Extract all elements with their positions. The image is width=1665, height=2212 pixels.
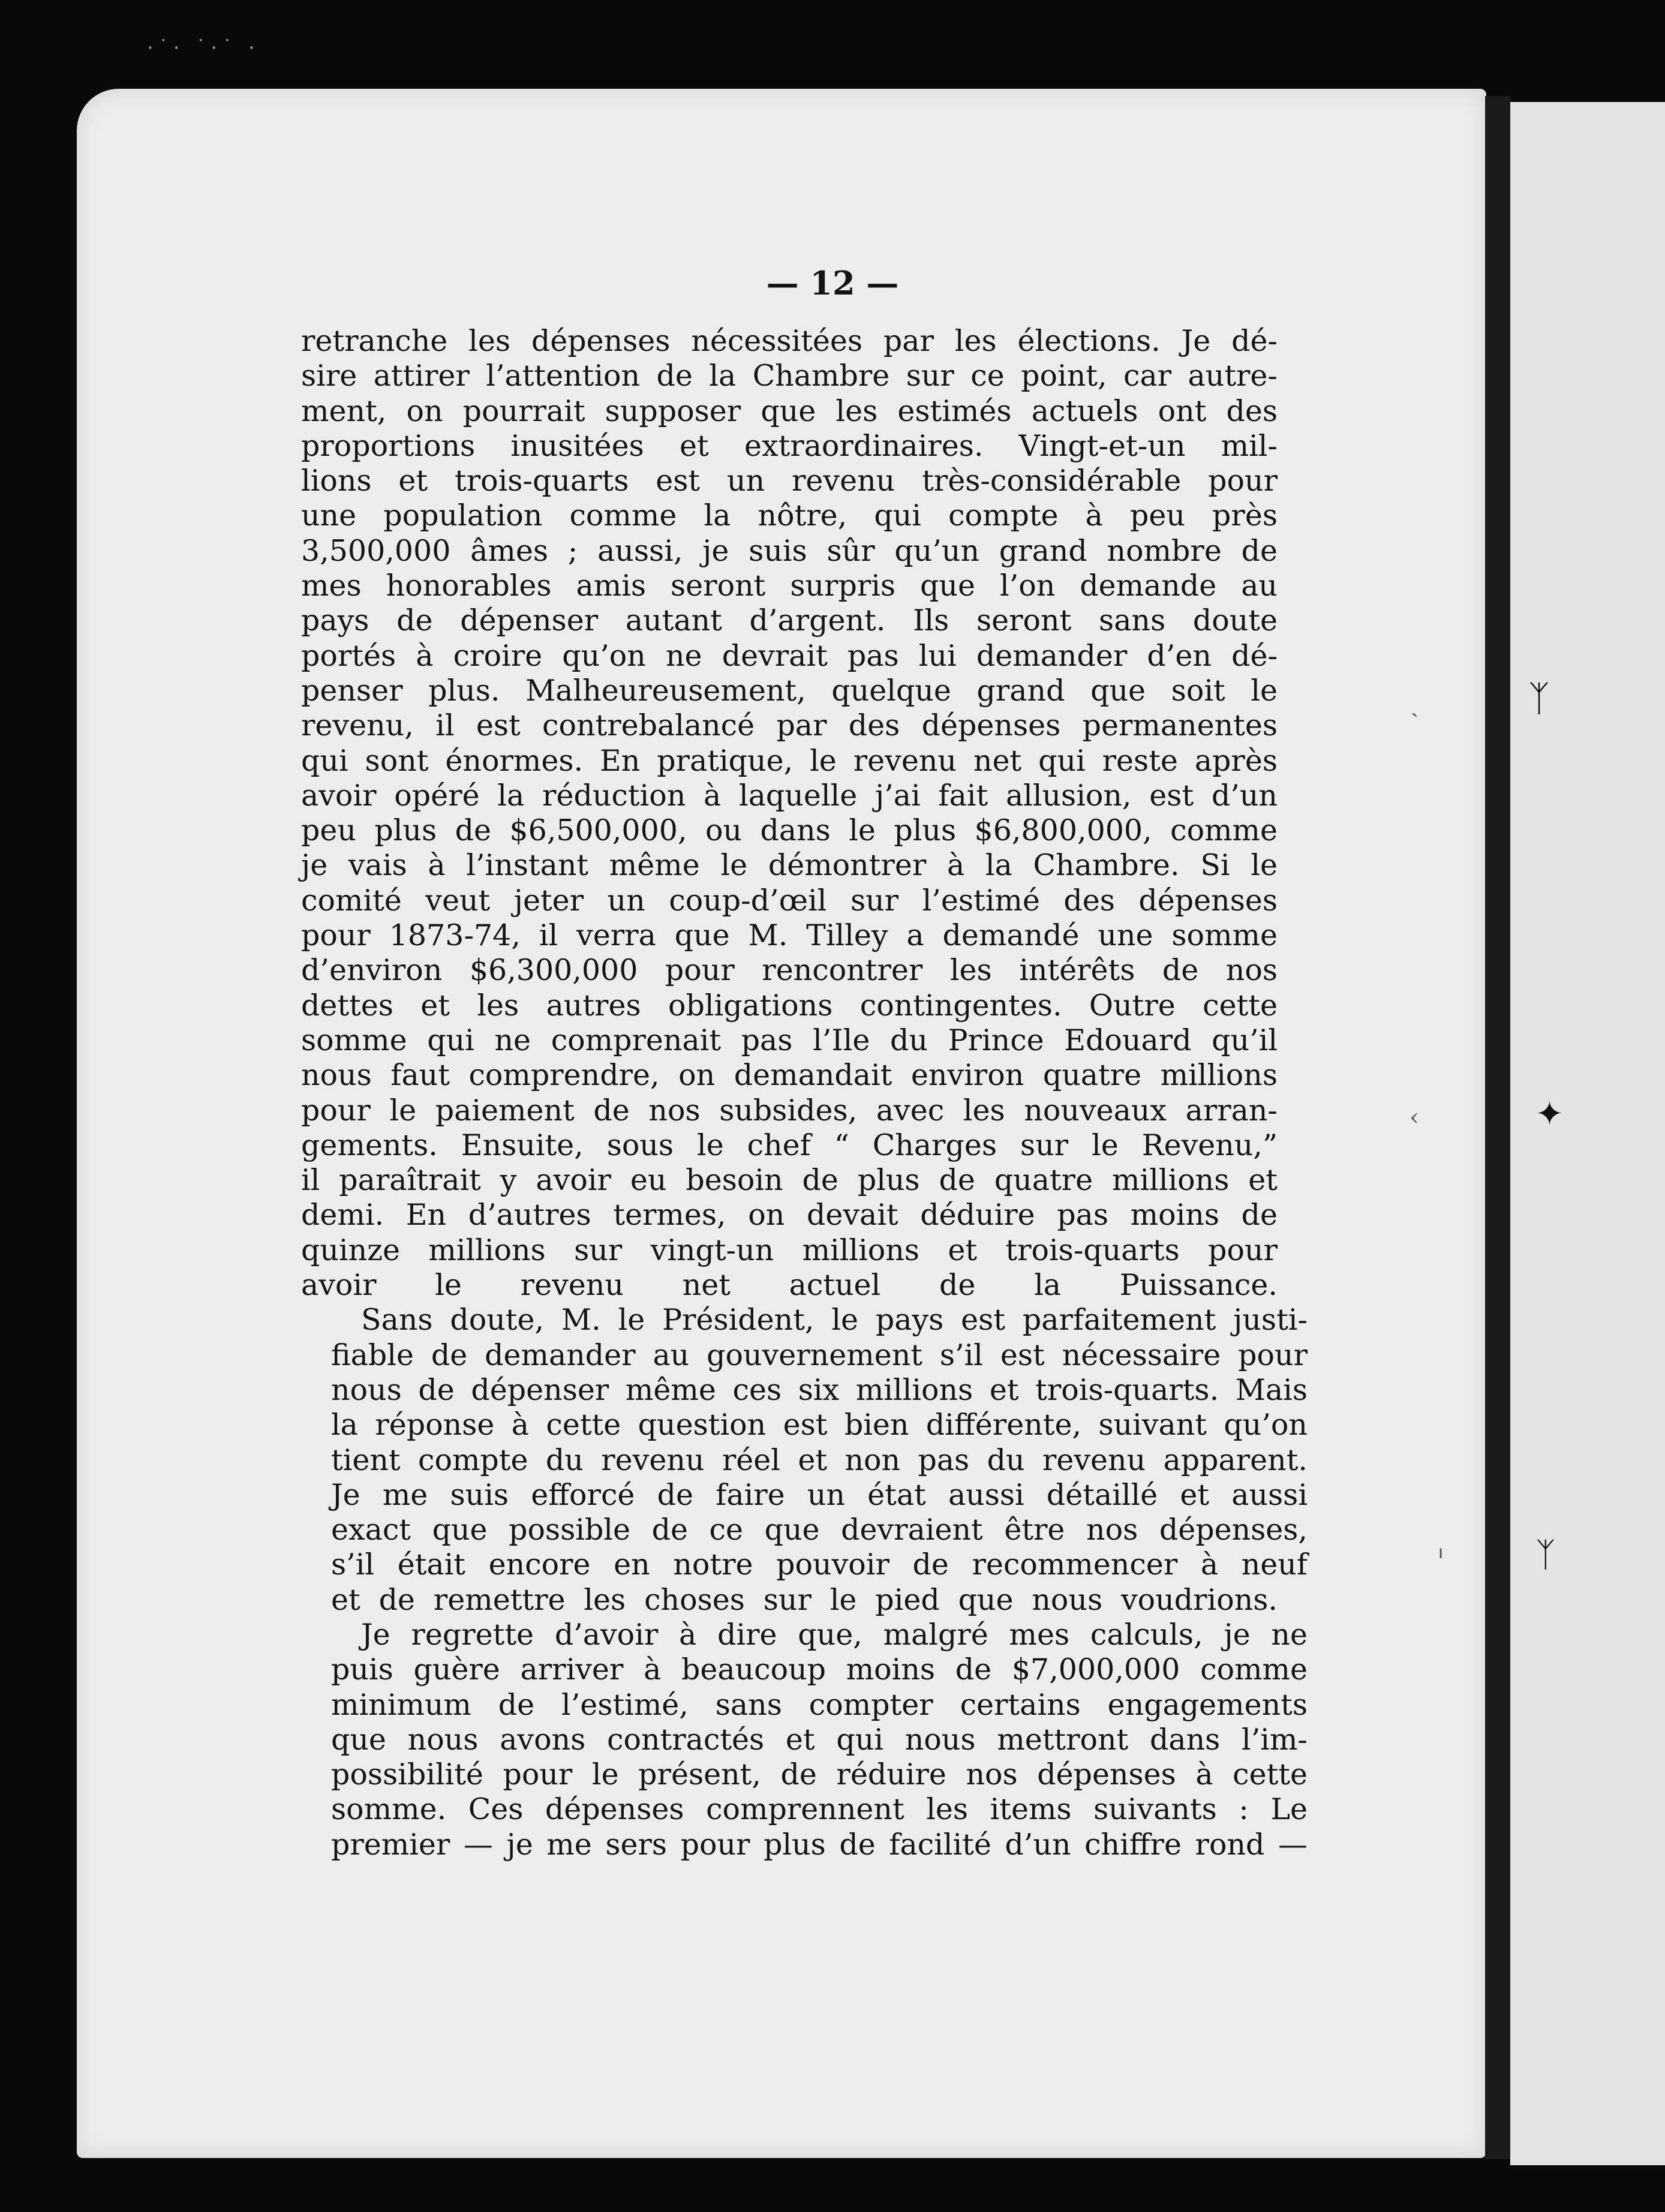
text-line: nous faut comprendre, on demandait environ quatre millions — [301, 1058, 1278, 1093]
text-line: avoir opéré la réduction à laquelle j’ai fait allusion, est d’un — [301, 778, 1278, 813]
margin-mark-icon: ᛉ — [1528, 678, 1550, 720]
text-line: et de remettre les choses sur le pied que nous voudrions. — [331, 1582, 1278, 1617]
text-line: somme. Ces dépenses comprennent les items suivants : Le — [331, 1792, 1308, 1827]
text-line: fiable de demander au gouvernement s’il est nécessaire pour — [331, 1338, 1308, 1372]
text-line: une population comme la nôtre, qui compte à peu près — [301, 498, 1278, 533]
ink-speck-icon: ‹ — [1409, 1104, 1419, 1131]
margin-mark-icon: ᛉ — [1535, 1535, 1556, 1574]
text-line: que nous avons contractés et qui nous mettront dans l’im- — [331, 1722, 1308, 1757]
text-line: penser plus. Malheureusement, quelque grand que soit le — [301, 673, 1278, 708]
page-gutter-shadow — [1485, 96, 1510, 2159]
text-line: Je regrette d’avoir à dire que, malgré mes calculs, je ne — [361, 1617, 1308, 1652]
text-line: pour le paiement de nos subsides, avec les nouveaux arran- — [301, 1093, 1278, 1128]
text-line: minimum de l’estimé, sans compter certains engagements — [331, 1687, 1308, 1722]
text-line: je vais à l’instant même le démontrer à la Chambre. Si le — [301, 848, 1278, 883]
paragraph-2 — [301, 1303, 1308, 1618]
paragraph-1 — [301, 324, 1278, 1303]
text-line: ment, on pourrait supposer que les estimés actuels ont des — [301, 393, 1278, 428]
text-line: puis guère arriver à beaucoup moins de $7,000,000 comme — [331, 1652, 1308, 1687]
text-line: 3,500,000 âmes ; aussi, je suis sûr qu’un grand nombre de — [301, 533, 1278, 568]
text-line: demi. En d’autres termes, on devait déduire pas moins de — [301, 1198, 1278, 1233]
text-line: la réponse à cette question est bien différente, suivant qu’on — [331, 1408, 1308, 1442]
body-text — [301, 324, 1308, 1862]
text-line: premier — je me sers pour plus de facilité d’un chiffre rond — — [331, 1827, 1308, 1862]
text-line: comité veut jeter un coup-d’œil sur l’estimé des dépenses — [301, 883, 1278, 918]
text-line: Sans doute, M. le Président, le pays est parfaitement justi- — [361, 1303, 1308, 1338]
text-line: revenu, il est contrebalancé par des dépenses permanentes — [301, 708, 1278, 743]
text-line: pour 1873-74, il verra que M. Tilley a demandé une somme — [301, 918, 1278, 953]
text-line: lions et trois-quarts est un revenu très-considérable pour — [301, 464, 1278, 498]
text-line: peu plus de $6,500,000, ou dans le plus $6,800,000, comme — [301, 813, 1278, 848]
page-number: — 12 — — [766, 264, 899, 302]
text-line: proportions inusitées et extraordinaires. Vingt-et-un mil- — [301, 428, 1278, 463]
ink-speck-icon: ᑊ — [1438, 1544, 1443, 1572]
paragraph-3 — [301, 1617, 1308, 1862]
text-line: tient compte du revenu réel et non pas du revenu apparent. — [331, 1442, 1308, 1477]
text-line: retranche les dépenses nécessitées par les élections. Je dé- — [301, 324, 1278, 358]
text-line: quinze millions sur vingt-un millions et trois-quarts pour — [301, 1233, 1278, 1267]
text-line: pays de dépenser autant d’argent. Ils seront sans doute — [301, 603, 1278, 638]
text-line: qui sont énormes. En pratique, le revenu net qui reste après — [301, 743, 1278, 778]
text-line: somme qui ne comprenait pas l’Ile du Prince Edouard qu’il — [301, 1023, 1278, 1057]
scan-noise-icon: ·˙· ˙·˙ · — [147, 36, 260, 60]
text-line: portés à croire qu’on ne devrait pas lui demander d’en dé- — [301, 638, 1278, 673]
text-line: dettes et les autres obligations contingentes. Outre cette — [301, 988, 1278, 1023]
text-line: possibilité pour le présent, de réduire nos dépenses à cette — [331, 1757, 1308, 1792]
text-line: Je me suis efforcé de faire un état aussi détaillé et aussi — [331, 1477, 1308, 1512]
text-line: exact que possible de ce que devraient être nos dépenses, — [331, 1513, 1308, 1547]
ink-speck-icon: ˎ — [1411, 690, 1419, 718]
star-mark-icon: ✦ — [1535, 1095, 1564, 1134]
adjacent-page-edge — [1510, 102, 1665, 2165]
text-line: avoir le revenu net actuel de la Puissance. — [301, 1268, 1278, 1303]
text-line: nous de dépenser même ces six millions et trois-quarts. Mais — [331, 1372, 1308, 1407]
text-line: s’il était encore en notre pouvoir de recommencer à neuf — [331, 1547, 1308, 1582]
text-line: sire attirer l’attention de la Chambre sur ce point, car autre- — [301, 359, 1278, 393]
text-line: mes honorables amis seront surpris que l’on demande au — [301, 569, 1278, 603]
text-line: gements. Ensuite, sous le chef “ Charges sur le Revenu,” — [301, 1128, 1278, 1162]
text-line: il paraîtrait y avoir eu besoin de plus de quatre millions et — [301, 1163, 1278, 1198]
text-line: d’environ $6,300,000 pour rencontrer les intérêts de nos — [301, 953, 1278, 988]
